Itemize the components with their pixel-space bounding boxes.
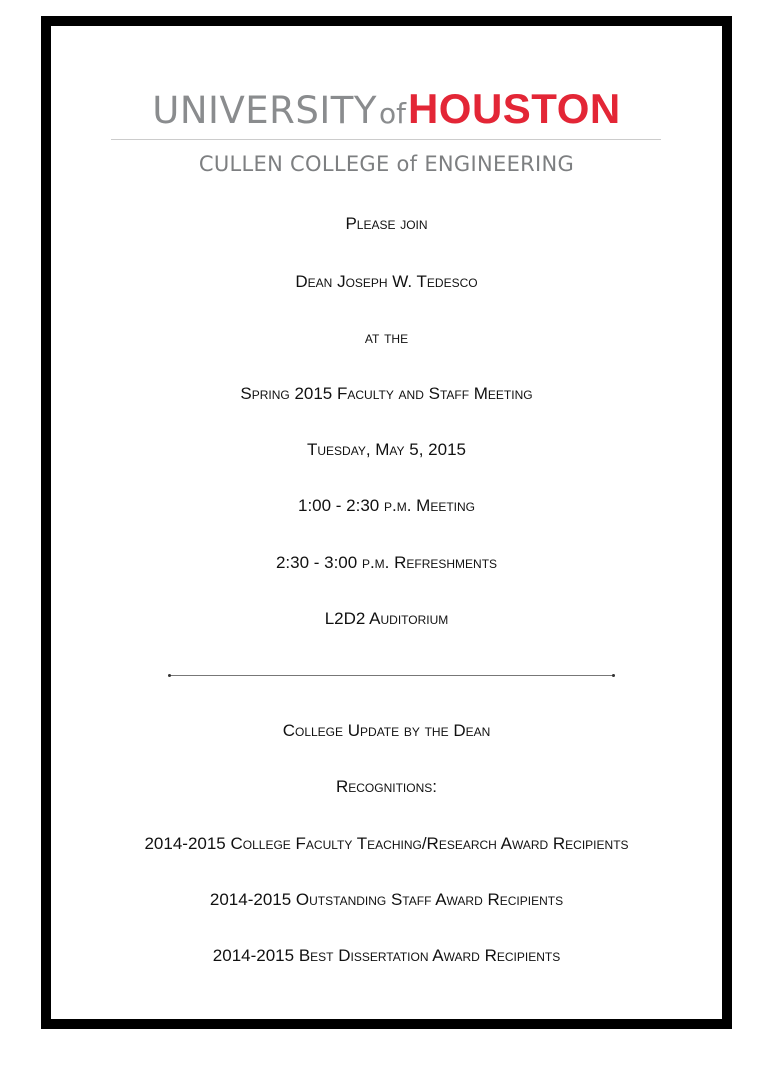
- college-update-item: College Update by the Dean: [282, 721, 491, 740]
- recognition-item: 2014-2015 College Faculty Teaching/Research Award Recipients: [144, 834, 629, 853]
- host-name: Dean Joseph W. Tedesco: [295, 272, 478, 291]
- refreshments-time: 2:30 - 3:00 p.m. Refreshments: [275, 553, 498, 572]
- logo-rule: [111, 139, 661, 140]
- logo-of-text: of: [378, 97, 406, 130]
- event-title: Spring 2015 Faculty and Staff Meeting: [240, 384, 533, 403]
- invitation-card: [41, 16, 732, 1029]
- meeting-time: 1:00 - 2:30 p.m. Meeting: [297, 496, 475, 515]
- event-location: L2D2 Auditorium: [324, 609, 449, 628]
- at-the-text: at the: [364, 328, 409, 347]
- section-divider: [170, 675, 613, 676]
- logo-houston-text: HOUSTON: [407, 85, 621, 132]
- recognition-item: 2014-2015 Best Dissertation Award Recipients: [212, 946, 561, 965]
- please-join-text: Please join: [345, 214, 428, 233]
- logo-university-text: UNIVERSITY: [152, 89, 377, 132]
- recognition-item: 2014-2015 Outstanding Staff Award Recipients: [209, 890, 564, 909]
- university-logo: [51, 85, 722, 132]
- college-name: CULLEN COLLEGE of ENGINEERING: [198, 152, 575, 176]
- recognitions-heading: Recognitions:: [335, 777, 437, 796]
- event-date: Tuesday, May 5, 2015: [306, 440, 466, 459]
